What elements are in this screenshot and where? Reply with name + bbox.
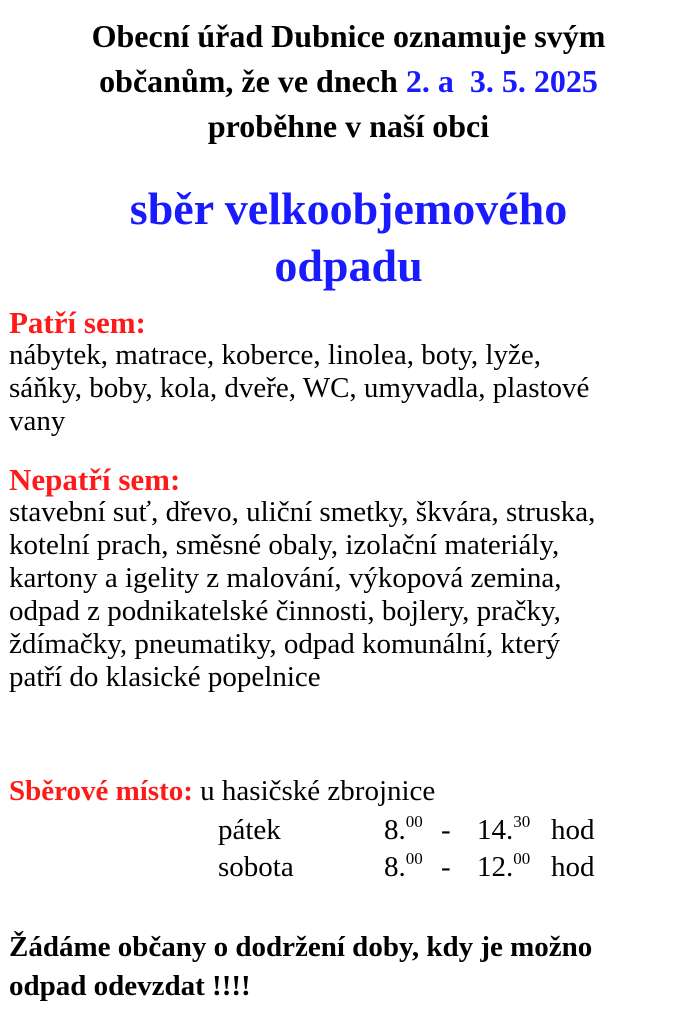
hours-day: sobota (218, 851, 294, 883)
not-allowed-section (9, 463, 697, 694)
not-allowed-line: patří do klasické popelnice (9, 661, 321, 693)
closing-line-2: odpad odevzdat !!!! (9, 970, 251, 1002)
collection-point (9, 775, 435, 808)
collection-point-label: Sběrové místo: (9, 775, 193, 807)
hours-unit: hod (551, 814, 595, 846)
allowed-line: nábytek, matrace, koberce, linolea, boty, lyže, (9, 339, 541, 371)
announcement-header (0, 14, 697, 149)
not-allowed-line: odpad z podnikatelské činnosti, bojlery, pračky, (9, 595, 561, 627)
not-allowed-heading: Nepatří sem: (9, 462, 181, 497)
hours-from: 8.00 (384, 812, 423, 846)
hours-dash: - (441, 814, 451, 846)
hours-row-saturday (218, 851, 688, 887)
hours-to: 12.00 (477, 849, 531, 883)
hours-from: 8.00 (384, 849, 423, 883)
event-date-end: 3. 5. 2025 (469, 63, 598, 99)
not-allowed-line: ždímačky, pneumatiky, odpad komunální, který (9, 628, 561, 660)
event-title-line-1: sběr velkoobjemového (129, 183, 568, 234)
header-line-3: proběhne v naší obci (207, 108, 490, 144)
header-line-1: Obecní úřad Dubnice oznamuje svým (91, 18, 606, 54)
closing-request (9, 928, 697, 1006)
not-allowed-line: kartony a igelity z malování, výkopová zemina, (9, 562, 562, 594)
header-line-2-prefix: občanům, že ve dnech (99, 63, 406, 99)
allowed-heading: Patří sem: (9, 305, 146, 340)
allowed-line: vany (9, 405, 66, 437)
hours-unit: hod (551, 851, 595, 883)
header-line-2 (0, 59, 697, 104)
hours-day: pátek (218, 814, 281, 846)
not-allowed-line: stavební suť, dřevo, uliční smetky, škvára, struska, (9, 496, 596, 528)
hours-to: 14.30 (477, 812, 531, 846)
allowed-section (9, 306, 697, 438)
hours-row-friday (218, 814, 688, 850)
event-title (0, 180, 697, 294)
collection-point-value: u hasičské zbrojnice (200, 775, 436, 807)
allowed-line: sáňky, boby, kola, dveře, WC, umyvadla, plastové (9, 372, 590, 404)
event-title-line-2: odpadu (274, 240, 423, 291)
hours-dash: - (441, 851, 451, 883)
not-allowed-line: kotelní prach, směsné obaly, izolační materiály, (9, 529, 560, 561)
event-date-start: 2. a (405, 63, 454, 99)
closing-line-1: Žádáme občany o dodržení doby, kdy je možno (9, 931, 593, 963)
